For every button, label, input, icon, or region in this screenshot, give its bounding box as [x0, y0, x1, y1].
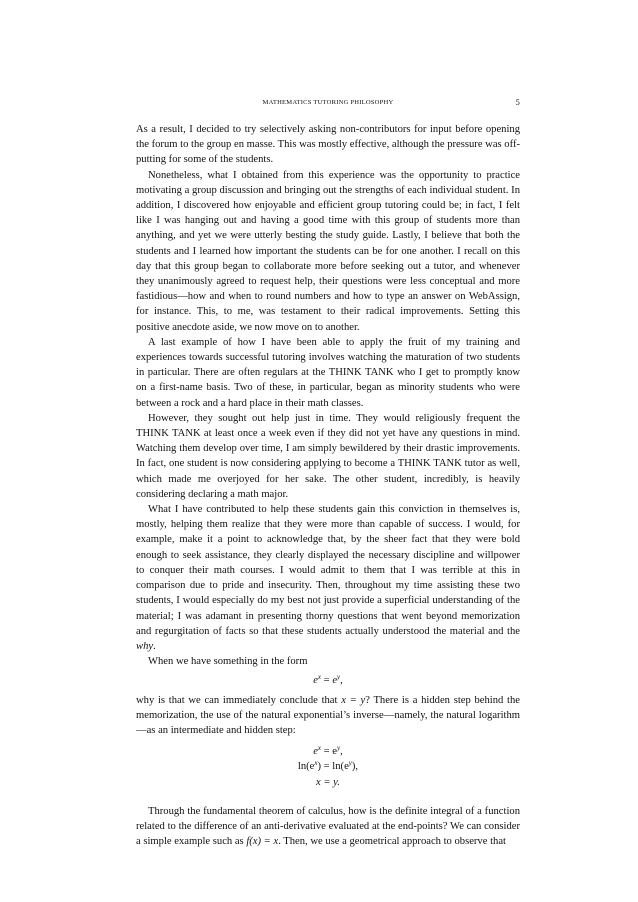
eq-block-line-3: x = y. [316, 776, 340, 788]
eq-line2-lhs: ln(e [297, 761, 315, 773]
running-title: MATHEMATICS TUTORING PHILOSOPHY [262, 99, 394, 106]
eq-line2-rexp: y [348, 759, 352, 768]
paragraph-5-text: What I have contributed to help these students gain this conviction in themselves is, mostly, helping them realize that they were more than capable of success. I would, for example, make it a point to acknowledge that, by the sheer fact that they were bold enough to seek assistance, they clearly displayed the necessary discipline and willpower to conquer their math courses. I would admit to them that I was terrible at this in comparison due to pride and insecurity. Then, throughout my time assisting these two students, I would especially do my best not just provide a superficial understanding of the material; I was adamant in presenting thorny questions that went beyond memorization and regurgitation of facts so that these students actually understood the material and the [136, 504, 520, 637]
emphasis-why: why [136, 640, 154, 652]
equation-1 [136, 673, 520, 688]
eq1-base: e [313, 675, 318, 687]
eq-line2-lexp: x [314, 759, 318, 768]
paragraph-4: However, they sought out help just in time. They would religiously frequent the THINK TANK at least once a week even if they did not yet have any questions in mind. Watching them develop over time, I am simply bewildered by their drastic improvements. In fact, one student is now considering applying to become a THINK TANK tutor as well, which made me overjoyed for her sake. The other student, incredibly, is heavily considering declaring a math major. [136, 412, 520, 500]
eq-line1-lhs: e [313, 746, 318, 758]
inline-math-x-eq-y: x = y [341, 694, 366, 706]
eq1-exp-left: x [317, 673, 322, 682]
paragraph-8 [136, 804, 520, 850]
eq1-exp-right: y [337, 673, 341, 682]
paragraph-5 [136, 502, 520, 654]
paragraph-6: When we have something in the form [148, 656, 308, 668]
paragraph-3: A last example of how I have been able to apply the fruit of my training and experiences towards successful tutoring involves watching the maturation of two students in particular. There are often regulars at the THINK TANK who I get to promptly know on a first-name basis. Two of these, in particular, began as minority students who were between a rock and a hard place in their math classes. [136, 336, 520, 409]
inline-math-f-of-x: f(x) = x [246, 836, 279, 848]
vertical-gap [136, 794, 520, 804]
paragraph-7-text-b: ? There is a hidden step behind the memorization, the use of the natural exponential’s inverse—namely, the natural logarithm—as an intermediate and hidden step: [136, 694, 520, 736]
eq1-tail: , [340, 675, 343, 687]
equation-block [136, 744, 520, 790]
paragraph-7-text-a: why is that we can immediately conclude that [136, 694, 342, 706]
page-number: 5 [515, 98, 520, 107]
eq-block-line-2 [136, 759, 520, 774]
paragraph-8-text-b: . Then, we use a geometrical approach to observe that [278, 836, 506, 848]
paragraph-7 [136, 693, 520, 739]
paragraph-2: Nonetheless, what I obtained from this experience was the opportunity to practice motivating a group discussion and bringing out the strengths of each individual student. In addition, I discovered how enjoyable and efficient group tutoring could be; in fact, I felt like I was hanging out and having a good time with this group of students more than anything, and yet we were utterly besting the study guide. Lastly, I believe that both the students and I learned how important the students can be for one another. I recall on this day that this group began to collaborate more before seeking out a tutor, and whenever they unanimously agreed to request help, their questions were less conceptual and more fastidious—how and when to round numbers and how to type an answer on WebAssign, for instance. This, to me, was testament to their radical improvements. Setting this positive anecdote aside, we now move on to another. [136, 169, 520, 333]
eq-line1-tail: , [340, 746, 343, 758]
paragraph-5-end: . [153, 640, 156, 652]
eq-block-line-1 [136, 744, 520, 759]
eq1-base-right: e [332, 675, 338, 687]
eq-line1-mid: = e [321, 746, 338, 758]
paragraph-8-text-a: Through the fundamental theorem of calculus, how is the definite integral of a function related to the difference of an anti-derivative evaluated at the end-points? We can consider a simple example such as [136, 805, 520, 848]
body-text [136, 122, 520, 849]
eq-line2-tail: ), [351, 761, 359, 773]
eq-line2-mid: ) = ln(e [317, 761, 349, 773]
eq-line1-rexp: y [337, 744, 341, 753]
paragraph-1: As a result, I decided to try selectively asking non-contributors for input before opening the forum to the group en masse. This was mostly effective, although the pressure was off-putting for some of the students. [136, 124, 520, 166]
eq-line1-lexp: x [317, 744, 322, 753]
eq1-equals: = [321, 675, 333, 687]
